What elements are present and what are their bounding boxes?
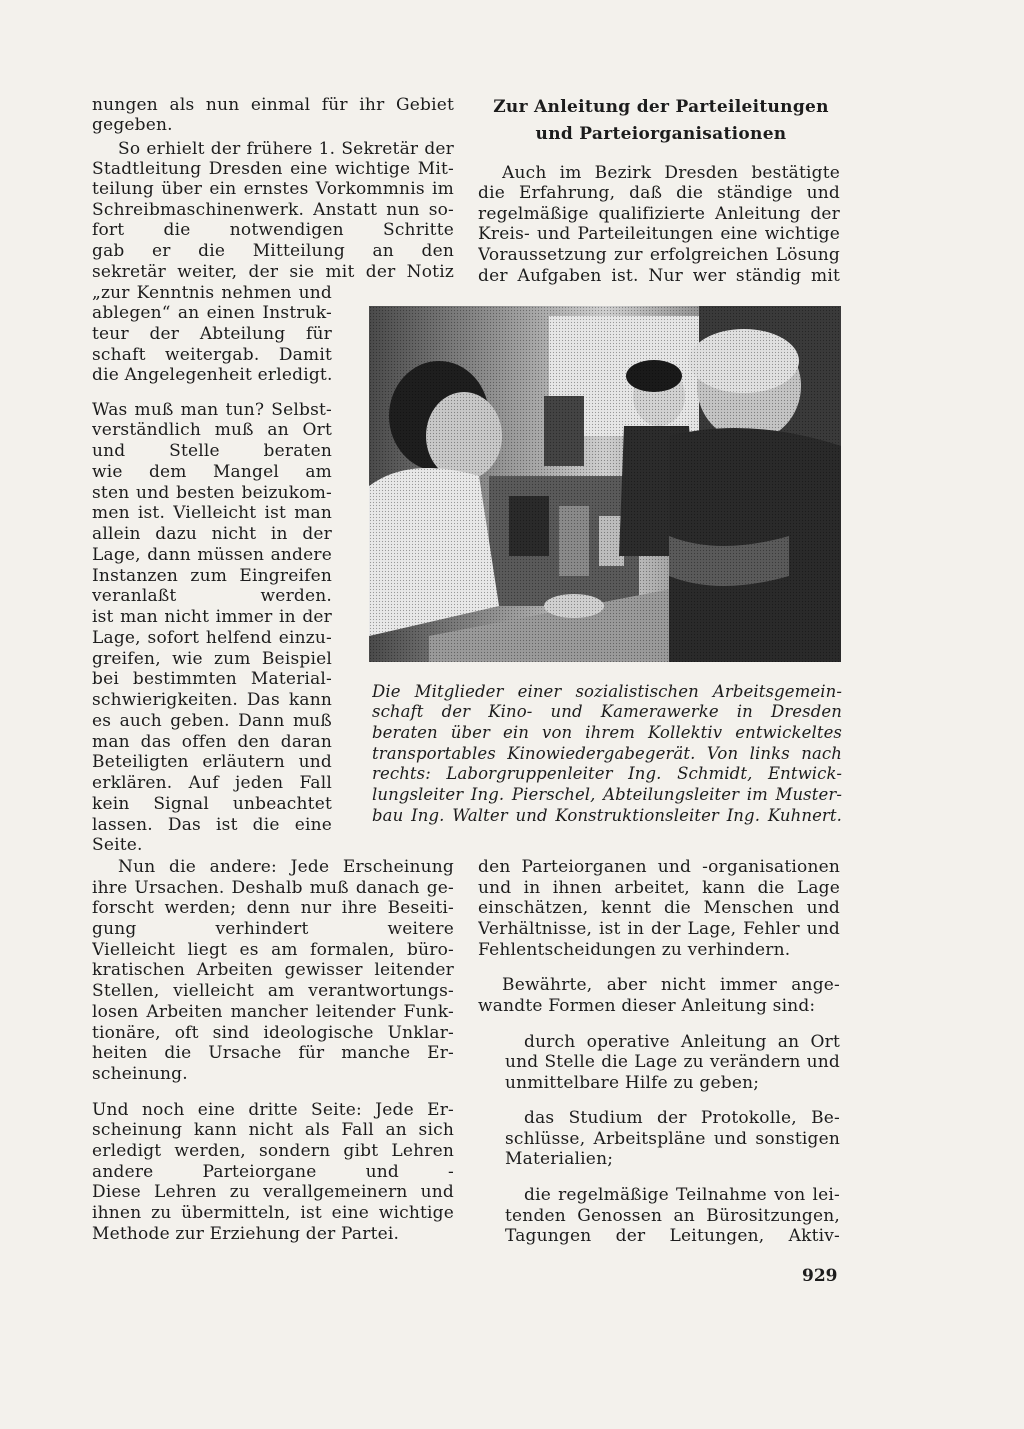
caption-line: bau Ing. Walter und Konstruktionsleiter Ing. Kuhnert. (372, 806, 842, 825)
right-line: Fehlentscheidungen zu verhindern. (478, 940, 791, 960)
left-line: ablegen“ an einen Instruk- (92, 303, 332, 323)
left-line: Nun die andere: Jede Erscheinung (118, 857, 454, 877)
right-line: den Parteiorganen und -organisationen (478, 857, 840, 877)
right-line: tenden Genossen an Bürositzungen, (505, 1206, 840, 1226)
left-line: die Angelegenheit erledigt. (92, 365, 333, 385)
left-line: gegeben. (92, 115, 173, 135)
left-line: ihre Ursachen. Deshalb muß danach ge- (92, 878, 454, 898)
caption-line: lungsleiter Ing. Pierschel, Abteilungsleiter im Muster- (372, 785, 842, 804)
right-line: und in ihnen arbeitet, kann die Lage (478, 878, 840, 898)
left-line: sekretär weiter, der sie mit der Notiz (92, 262, 454, 282)
page-number: 929 (802, 1266, 838, 1286)
left-line: teilung über ein ernstes Vorkommnis im (92, 179, 454, 199)
left-line: kratischen Arbeiten gewisser leitender (92, 960, 454, 980)
left-line: tionäre, oft sind ideologische Unklar- (92, 1023, 454, 1043)
photograph (369, 306, 841, 662)
right-line: Tagungen der Leitungen, Aktiv- (505, 1226, 840, 1246)
left-line: greifen, wie zum Beispiel (92, 649, 332, 669)
caption-line: Die Mitglieder einer sozialistischen Arbeitsgemein- (372, 682, 842, 701)
left-line: nungen als nun einmal für ihr Gebiet (92, 95, 454, 115)
left-line: forscht werden; denn nur ihre Beseiti- (92, 898, 454, 918)
left-line: schaft weitergab. Damit (92, 345, 332, 365)
left-line: wie dem Mangel am (92, 462, 332, 482)
photograph-illustration (369, 306, 841, 662)
left-line: Lage, sofort helfend einzu- (92, 628, 332, 648)
caption-line: schaft der Kino- und Kamerawerke in Dresden (372, 702, 842, 721)
left-line: gab er die Mitteilung an den (92, 241, 454, 261)
left-line: fort die notwendigen Schritte (92, 220, 454, 240)
left-line: erklären. Auf jeden Fall (92, 773, 332, 793)
left-line: lassen. Das ist die eine (92, 815, 332, 835)
left-line: Stellen, vielleicht am verantwortungs- (92, 981, 454, 1001)
right-line: durch operative Anleitung an Ort (524, 1032, 840, 1052)
left-line: erledigt werden, sondern gibt Lehren (92, 1141, 454, 1161)
left-line: es auch geben. Dann muß (92, 711, 332, 731)
left-line: allein dazu nicht in der (92, 524, 332, 544)
left-line: ihnen zu übermitteln, ist eine wichtige (92, 1203, 454, 1223)
right-line: und Stelle die Lage zu verändern und (505, 1052, 840, 1072)
left-line: bei bestimmten Material- (92, 669, 332, 689)
left-line: gung verhindert weitere (92, 919, 454, 939)
right-line: unmittelbare Hilfe zu geben; (505, 1073, 760, 1093)
right-line: Materialien; (505, 1149, 614, 1169)
right-line: regelmäßige qualifizierte Anleitung der (478, 204, 840, 224)
left-line: sten und besten beizukom- (92, 483, 332, 503)
left-line: Seite. (92, 835, 143, 855)
left-line: Stadtleitung Dresden eine wichtige Mit- (92, 159, 454, 179)
left-line: man das offen den daran (92, 732, 332, 752)
left-line: Schreibmaschinenwerk. Anstatt nun so- (92, 200, 454, 220)
section-heading: Zur Anleitung der Parteileitungen (493, 97, 829, 117)
caption-line: beraten über ein von ihrem Kollektiv entwickeltes (372, 723, 842, 742)
right-line: die Erfahrung, daß die ständige und (478, 183, 840, 203)
right-line: die regelmäßige Teilnahme von lei- (524, 1185, 840, 1205)
left-line: Lage, dann müssen andere (92, 545, 332, 565)
right-line: Kreis- und Parteileitungen eine wichtige (478, 224, 840, 244)
left-line: kein Signal unbeachtet (92, 794, 332, 814)
left-line: Vielleicht liegt es am formalen, büro- (92, 940, 454, 960)
right-line: schlüsse, Arbeitspläne und sonstigen (505, 1129, 840, 1149)
left-line: Instanzen zum Eingreifen (92, 566, 332, 586)
left-line: Und noch eine dritte Seite: Jede Er- (92, 1100, 454, 1120)
left-line: veranlaßt werden. (92, 586, 332, 606)
left-line: scheinung. (92, 1064, 188, 1084)
right-line: der Aufgaben ist. Nur wer ständig mit (478, 266, 840, 286)
left-line: „zur Kenntnis nehmen und (92, 283, 332, 303)
right-line: einschätzen, kennt die Menschen und (478, 898, 840, 918)
left-line: heiten die Ursache für manche Er- (92, 1043, 454, 1063)
left-line: So erhielt der frühere 1. Sekretär der (118, 139, 454, 159)
caption-line: transportables Kinowiedergabegerät. Von links nach (372, 744, 842, 763)
left-line: andere Parteiorgane und - (92, 1162, 454, 1182)
left-line: scheinung kann nicht als Fall an sich (92, 1120, 454, 1140)
right-line: Bewährte, aber nicht immer ange- (502, 975, 840, 995)
left-line: schwierigkeiten. Das kann (92, 690, 332, 710)
left-line: Diese Lehren zu verallgemeinern und (92, 1182, 454, 1202)
left-line: Was muß man tun? Selbst- (92, 400, 332, 420)
left-line: Methode zur Erziehung der Partei. (92, 1224, 400, 1244)
right-line: das Studium der Protokolle, Be- (524, 1108, 840, 1128)
left-line: teur der Abteilung für (92, 324, 332, 344)
section-heading: und Parteiorganisationen (535, 124, 787, 144)
left-line: und Stelle beraten (92, 441, 332, 461)
left-line: losen Arbeiten mancher leitender Funk- (92, 1002, 454, 1022)
right-line: wandte Formen dieser Anleitung sind: (478, 996, 816, 1016)
left-line: Beteiligten erläutern und (92, 752, 332, 772)
left-line: ist man nicht immer in der (92, 607, 332, 627)
right-line: Auch im Bezirk Dresden bestätigte (502, 163, 840, 183)
right-line: Verhältnisse, ist in der Lage, Fehler und (478, 919, 840, 939)
right-line: Voraussetzung zur erfolgreichen Lösung (478, 245, 840, 265)
caption-line: rechts: Laborgruppenleiter Ing. Schmidt, Entwick- (372, 764, 842, 783)
left-line: men ist. Vielleicht ist man (92, 503, 332, 523)
left-line: verständlich muß an Ort (92, 420, 332, 440)
